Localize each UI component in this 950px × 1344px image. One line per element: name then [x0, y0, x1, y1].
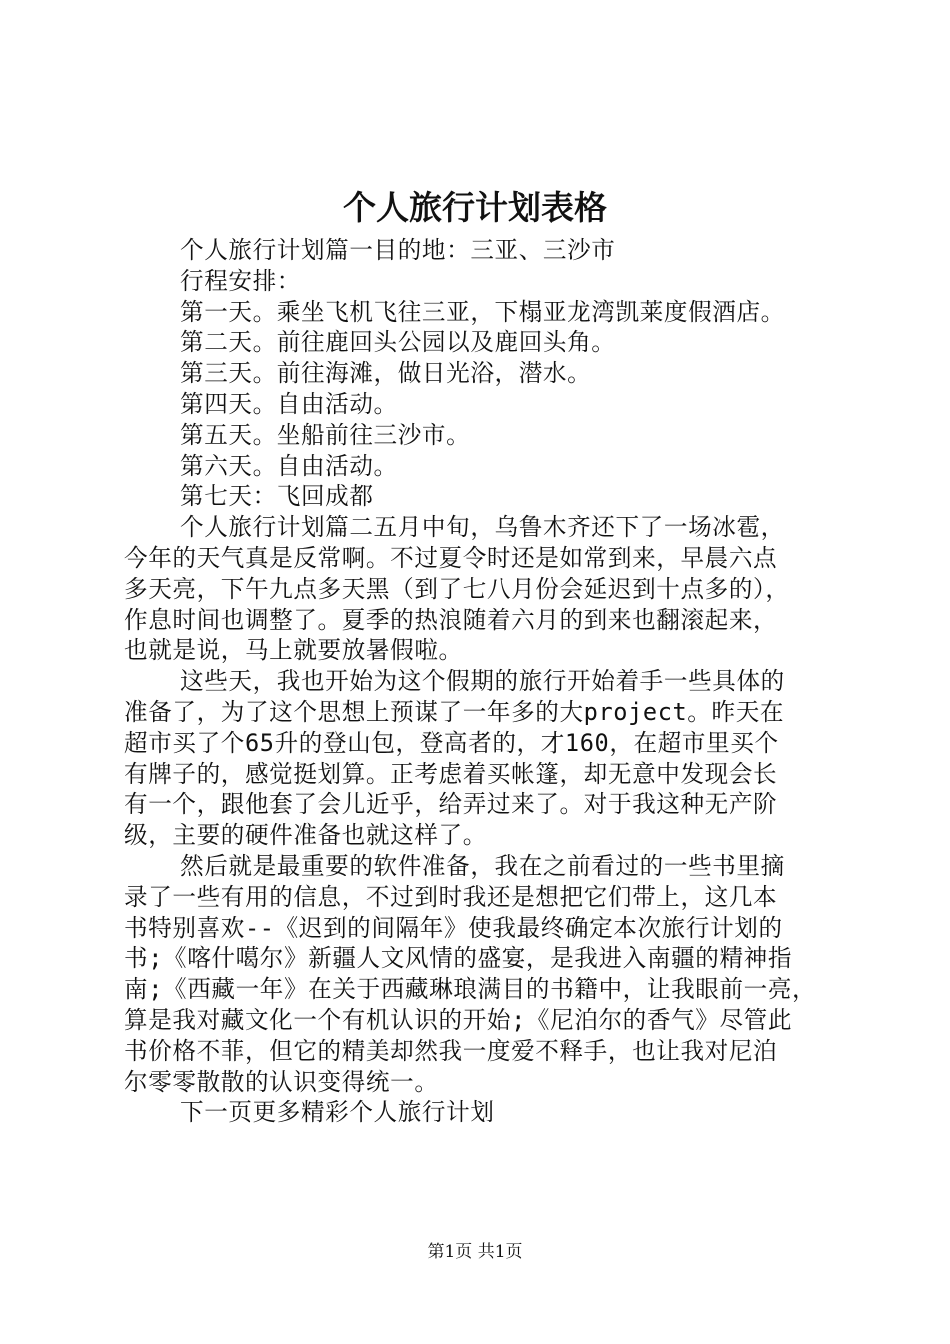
text-line: 然后就是最重要的软件准备，我在之前看过的一些书里摘 — [180, 851, 785, 880]
text-line: 南;《西藏一年》在关于西藏琳琅满目的书籍中，让我眼前一亮， — [124, 975, 817, 1004]
text-line: 级，主要的硬件准备也就这样了。 — [124, 821, 487, 850]
text-line: 也就是说，马上就要放暑假啦。 — [124, 636, 463, 665]
text-line: 个人旅行计划篇二五月中旬，乌鲁木齐还下了一场冰雹， — [180, 513, 785, 542]
text-line: 今年的天气真是反常啊。不过夏令时还是如常到来，早晨六点 — [124, 543, 778, 572]
text-line: 有一个，跟他套了会儿近乎，给弄过来了。对于我这种无产阶 — [124, 790, 778, 819]
text-line: 尔零零散散的认识变得统一。 — [124, 1067, 439, 1096]
text-line: 个人旅行计划篇一目的地：三亚、三沙市 — [180, 236, 616, 264]
text-line: 下一页更多精彩个人旅行计划 — [180, 1098, 495, 1127]
document-title: 个人旅行计划表格 — [343, 188, 607, 227]
text-line: 第四天。自由活动。 — [180, 389, 398, 418]
text-line: 录了一些有用的信息，不过到时我还是想把它们带上，这几本 — [124, 882, 778, 911]
page-footer: 第1页 共1页 — [427, 1242, 523, 1262]
text-line: 准备了，为了这个思想上预谋了一年多的大project。昨天在 — [124, 697, 785, 726]
text-line: 超市买了个65升的登山包，登高者的，才160，在超市里买个 — [124, 728, 779, 757]
text-line: 有牌子的，感觉挺划算。正考虑着买帐篷，却无意中发现会长 — [124, 759, 778, 788]
text-line: 这些天，我也开始为这个假期的旅行开始着手一些具体的 — [180, 667, 785, 696]
text-line: 第一天。乘坐飞机飞往三亚，下榻亚龙湾凯莱度假酒店。 — [180, 297, 785, 326]
text-line: 算是我对藏文化一个有机认识的开始;《尼泊尔的香气》尽管此 — [124, 1005, 793, 1034]
text-line: 第七天：飞回成都 — [180, 482, 374, 511]
text-line: 第二天。前往鹿回头公园以及鹿回头角。 — [180, 328, 616, 357]
text-line: 多天亮，下午九点多天黑（到了七八月份会延迟到十点多的）， — [124, 574, 790, 603]
document-body — [124, 235, 838, 1128]
text-line: 作息时间也调整了。夏季的热浪随着六月的到来也翻滚起来， — [124, 605, 778, 634]
text-line: 书价格不菲，但它的精美却然我一度爱不释手，也让我对尼泊 — [124, 1036, 778, 1065]
text-line: 第六天。自由活动。 — [180, 451, 398, 480]
text-line: 行程安排： — [180, 266, 301, 295]
text-line: 书;《喀什噶尔》新疆人文风情的盛宴，是我进入南疆的精神指 — [124, 944, 793, 973]
text-line: 第五天。坐船前往三沙市。 — [180, 420, 471, 449]
text-line: 第三天。前往海滩，做日光浴，潜水。 — [180, 359, 592, 388]
text-line: 书特别喜欢--《迟到的间隔年》使我最终确定本次旅行计划的 — [124, 913, 783, 942]
